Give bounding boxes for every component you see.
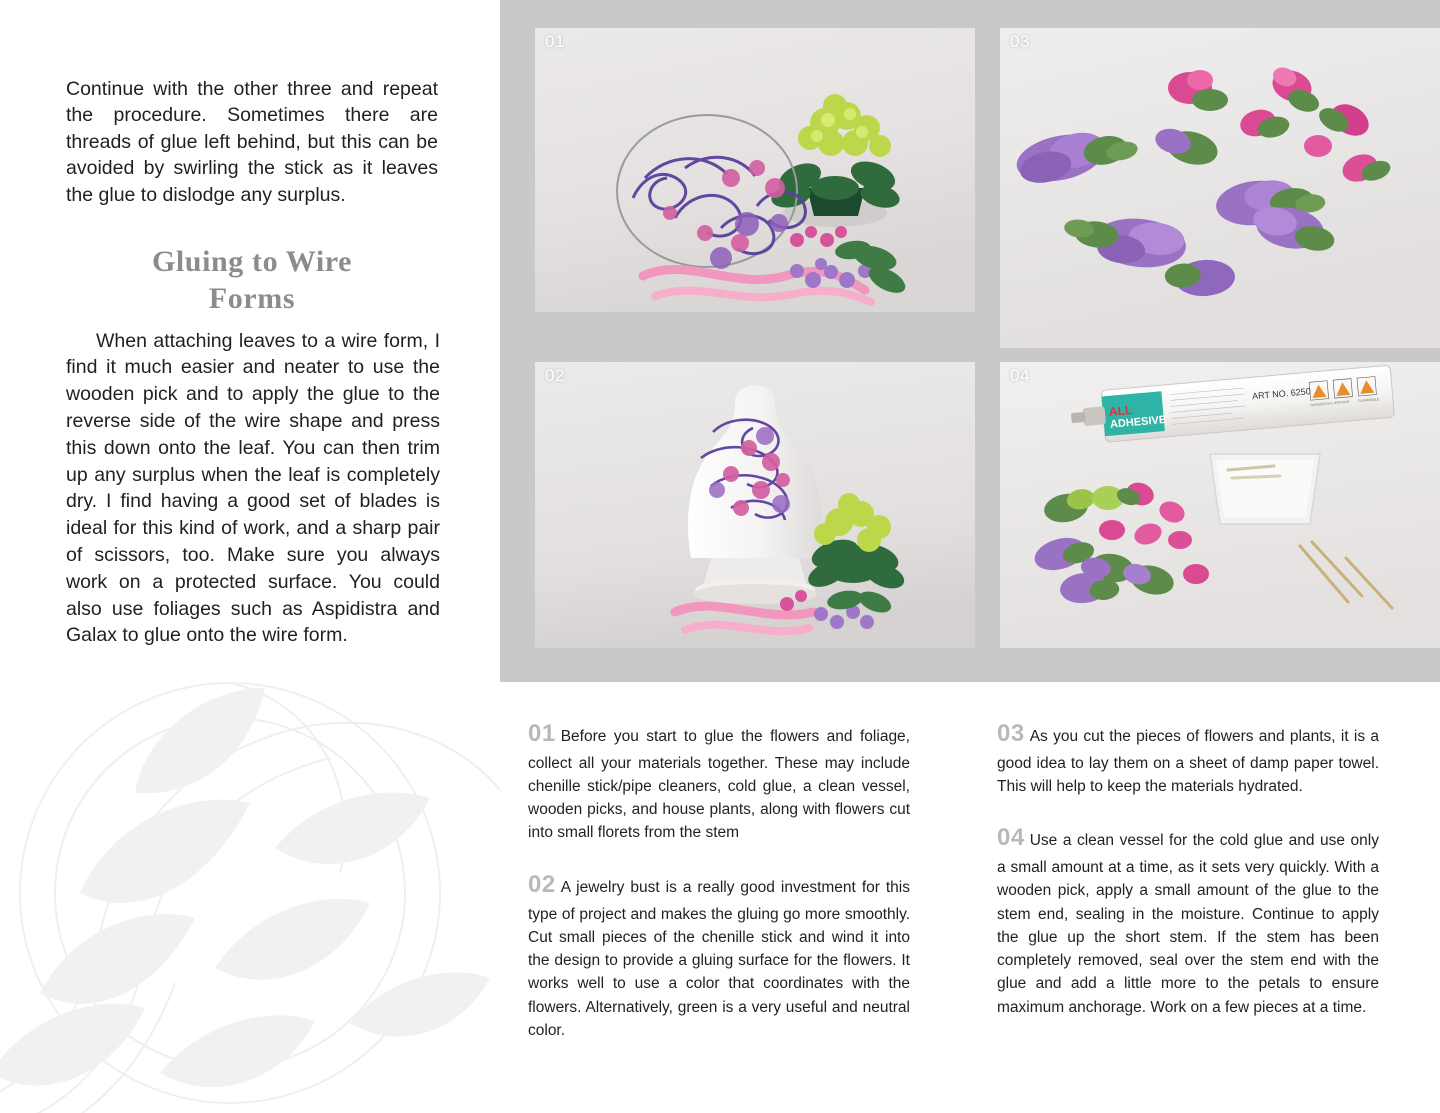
caption-02-text: A jewelry bust is a really good investment for this type of project and makes the gluing go more smoothly. Cut small pieces of the chenille stick and wind it into the design to provide a gluing surface for the flowers. It works well to use a color that coordinates with the flowers. Alternatively, green is a very useful and neutral color.: [528, 878, 910, 1039]
svg-text:IRRITANT: IRRITANT: [1333, 399, 1351, 406]
caption-02-number: 02: [528, 870, 556, 898]
svg-text:ALL: ALL: [1108, 402, 1133, 419]
body-paragraph-text: When attaching leaves to a wire form, I find it much easier and neater to use the wooden pick and to apply the glue to the reverse side of the wire shape and press this down onto the leaf. You can then trim up any surplus when the leaf is completely dry. I find having a good set of blades is ideal for this kind of work, and a sharp pair of scissors, too. Make sure you always work on a protected surface. You could also use foliages such as Aspidistra and Galax to glue onto the wire form.: [66, 329, 440, 647]
section-title-line-1: Gluing to Wire: [151, 244, 353, 278]
svg-text:ADHESIVE: ADHESIVE: [1109, 413, 1167, 431]
left-text-column: [0, 0, 500, 1113]
caption-column-left: [528, 700, 910, 1064]
intro-paragraph: Continue with the other three and repeat the procedure. Sometimes there are threads of glue left behind, but this can be avoided by swirling the stick as it leaves the glue to dislodge any surplus.: [66, 77, 438, 206]
svg-text:FLAMMABLE: FLAMMABLE: [1357, 397, 1380, 404]
svg-text:ART NO. 6250: ART NO. 6250: [1251, 386, 1312, 402]
caption-03-text: As you cut the pieces of flowers and plants, it is a good idea to lay them on a sheet of damp paper towel. This will help to keep the materials hydrated.: [997, 727, 1379, 795]
photo-01-number: 01: [545, 32, 565, 51]
caption-column-right: [997, 700, 1379, 1041]
caption-04: [997, 820, 1379, 1019]
photo-04: [1000, 362, 1440, 648]
decorative-swirl-graphic: [0, 593, 500, 1113]
caption-01-number: 01: [528, 719, 556, 747]
caption-03: [997, 716, 1379, 799]
caption-04-number: 04: [997, 824, 1025, 851]
caption-04-text: Use a clean vessel for the cold glue and use only a small amount at a time, as it sets very quickly. With a wooden pick, apply a small amount of the glue to the stem end, sealing in the moisture. Continue to apply the glue up the short stem. If the stem has been completely removed, seal over the stem end with the glue and add a little more to the petals to ensure maximum anchorage. Work on a few pieces at a time.: [997, 832, 1379, 1016]
page-title: [66, 243, 438, 318]
photo-02-number: 02: [545, 366, 565, 385]
svg-text:DANGEROUS: DANGEROUS: [1309, 401, 1333, 408]
body-paragraph: [66, 328, 440, 650]
right-photo-panel: [500, 0, 1440, 1113]
caption-01: [528, 716, 910, 845]
section-title-line-2: Forms: [208, 282, 296, 316]
caption-03-number: 03: [997, 719, 1025, 747]
caption-01-text: Before you start to glue the flowers and foliage, collect all your materials together. These may include chenille stick/pipe cleaners, cold glue, a clean vessel, wooden picks, and house plants, along with flowers cut into small florets from the stem: [528, 727, 910, 842]
photo-03-number: 03: [1010, 32, 1030, 51]
photo-03: [1000, 28, 1440, 348]
photo-01: [535, 28, 975, 312]
photo-02: [535, 362, 975, 648]
photo-04-number: 04: [1010, 366, 1030, 385]
caption-02: [528, 867, 910, 1043]
